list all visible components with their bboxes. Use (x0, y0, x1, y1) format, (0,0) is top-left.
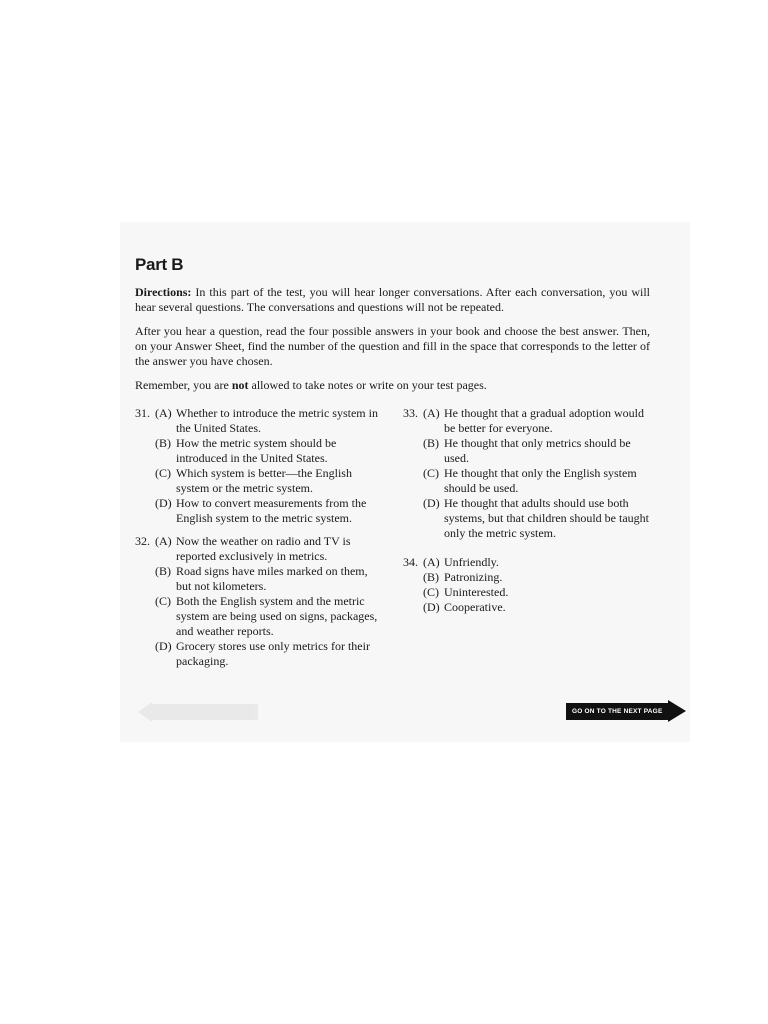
faded-back-arrow-icon (138, 702, 258, 722)
option-letter: (D) (423, 496, 440, 510)
option-letter: (D) (155, 639, 172, 653)
option-text: Unfriendly. (444, 555, 499, 569)
option-31c (135, 466, 385, 496)
option-letter: (C) (423, 466, 439, 480)
reminder-paragraph (135, 378, 650, 393)
option-letter: (B) (423, 570, 439, 584)
option-33b (403, 436, 653, 466)
option-text: How to convert measurements from the English system to the metric system. (176, 496, 367, 525)
instructions-paragraph: After you hear a question, read the four possible answers in your book and choose the best answer. Then, on your Answer Sheet, find the number of the question and fill in the space that corresponds to the letter of the answer you have chosen. (135, 324, 650, 368)
right-arrow-icon (668, 700, 686, 722)
option-31d (135, 496, 385, 526)
option-letter: (B) (423, 436, 439, 450)
question-34 (403, 555, 653, 615)
option-33d (403, 496, 653, 541)
question-number: 31. (135, 406, 150, 420)
test-content (135, 255, 650, 668)
option-letter: (D) (155, 496, 172, 510)
option-text: Whether to introduce the metric system in the United States. (176, 406, 378, 435)
option-32b (135, 564, 385, 594)
option-31b (135, 436, 385, 466)
question-number: 34. (403, 555, 418, 569)
option-letter: (D) (423, 600, 440, 614)
option-text: Patronizing. (444, 570, 503, 584)
option-text: He thought that a gradual adoption would be better for everyone. (444, 406, 644, 435)
option-text: Now the weather on radio and TV is reported exclusively in metrics. (176, 534, 351, 563)
question-31 (135, 406, 385, 526)
questions-column-left (135, 406, 385, 677)
option-34a (403, 555, 653, 570)
option-34d (403, 600, 653, 615)
option-text: Which system is better—the English system or the metric system. (176, 466, 352, 495)
reminder-after: allowed to take notes or write on your test pages. (248, 378, 487, 392)
option-text: Both the English system and the metric system are being used on signs, packages, and weather reports. (176, 594, 378, 638)
option-letter: (C) (155, 594, 171, 608)
directions-text: In this part of the test, you will hear longer conversations. After each conversation, you will hear several questions. The conversations and questions will not be repeated. (135, 285, 650, 314)
question-number: 33. (403, 406, 418, 420)
option-letter: (B) (155, 436, 171, 450)
question-32 (135, 534, 385, 669)
option-letter: (A) (155, 406, 172, 420)
directions-label: Directions: (135, 285, 192, 299)
option-33c (403, 466, 653, 496)
question-number: 32. (135, 534, 150, 548)
option-text: Grocery stores use only metrics for their packaging. (176, 639, 370, 668)
option-34b (403, 570, 653, 585)
option-letter: (A) (423, 555, 440, 569)
option-text: He thought that only metrics should be used. (444, 436, 631, 465)
option-text: How the metric system should be introduced in the United States. (176, 436, 337, 465)
option-text: He thought that adults should use both systems, but that children should be taught only the metric system. (444, 496, 649, 540)
option-letter: (C) (423, 585, 439, 599)
option-text: Uninterested. (444, 585, 509, 599)
option-34c (403, 585, 653, 600)
reminder-emphasis: not (231, 378, 249, 392)
section-title: Part B (135, 255, 184, 274)
question-33 (403, 406, 653, 541)
next-page-arrow (566, 700, 686, 722)
option-text: He thought that only the English system should be used. (444, 466, 637, 495)
option-31a (135, 406, 385, 436)
option-letter: (B) (155, 564, 171, 578)
option-32d (135, 639, 385, 669)
option-text: Cooperative. (444, 600, 506, 614)
option-33a (403, 406, 653, 436)
option-letter: (A) (423, 406, 440, 420)
directions-paragraph (135, 285, 650, 315)
reminder-before: Remember, you are (135, 378, 232, 392)
option-32c (135, 594, 385, 639)
option-letter: (C) (155, 466, 171, 480)
option-letter: (A) (155, 534, 172, 548)
questions-column-right (403, 406, 653, 623)
option-32a (135, 534, 385, 564)
option-text: Road signs have miles marked on them, but not kilometers. (176, 564, 368, 593)
next-page-label: GO ON TO THE NEXT PAGE (566, 703, 668, 720)
